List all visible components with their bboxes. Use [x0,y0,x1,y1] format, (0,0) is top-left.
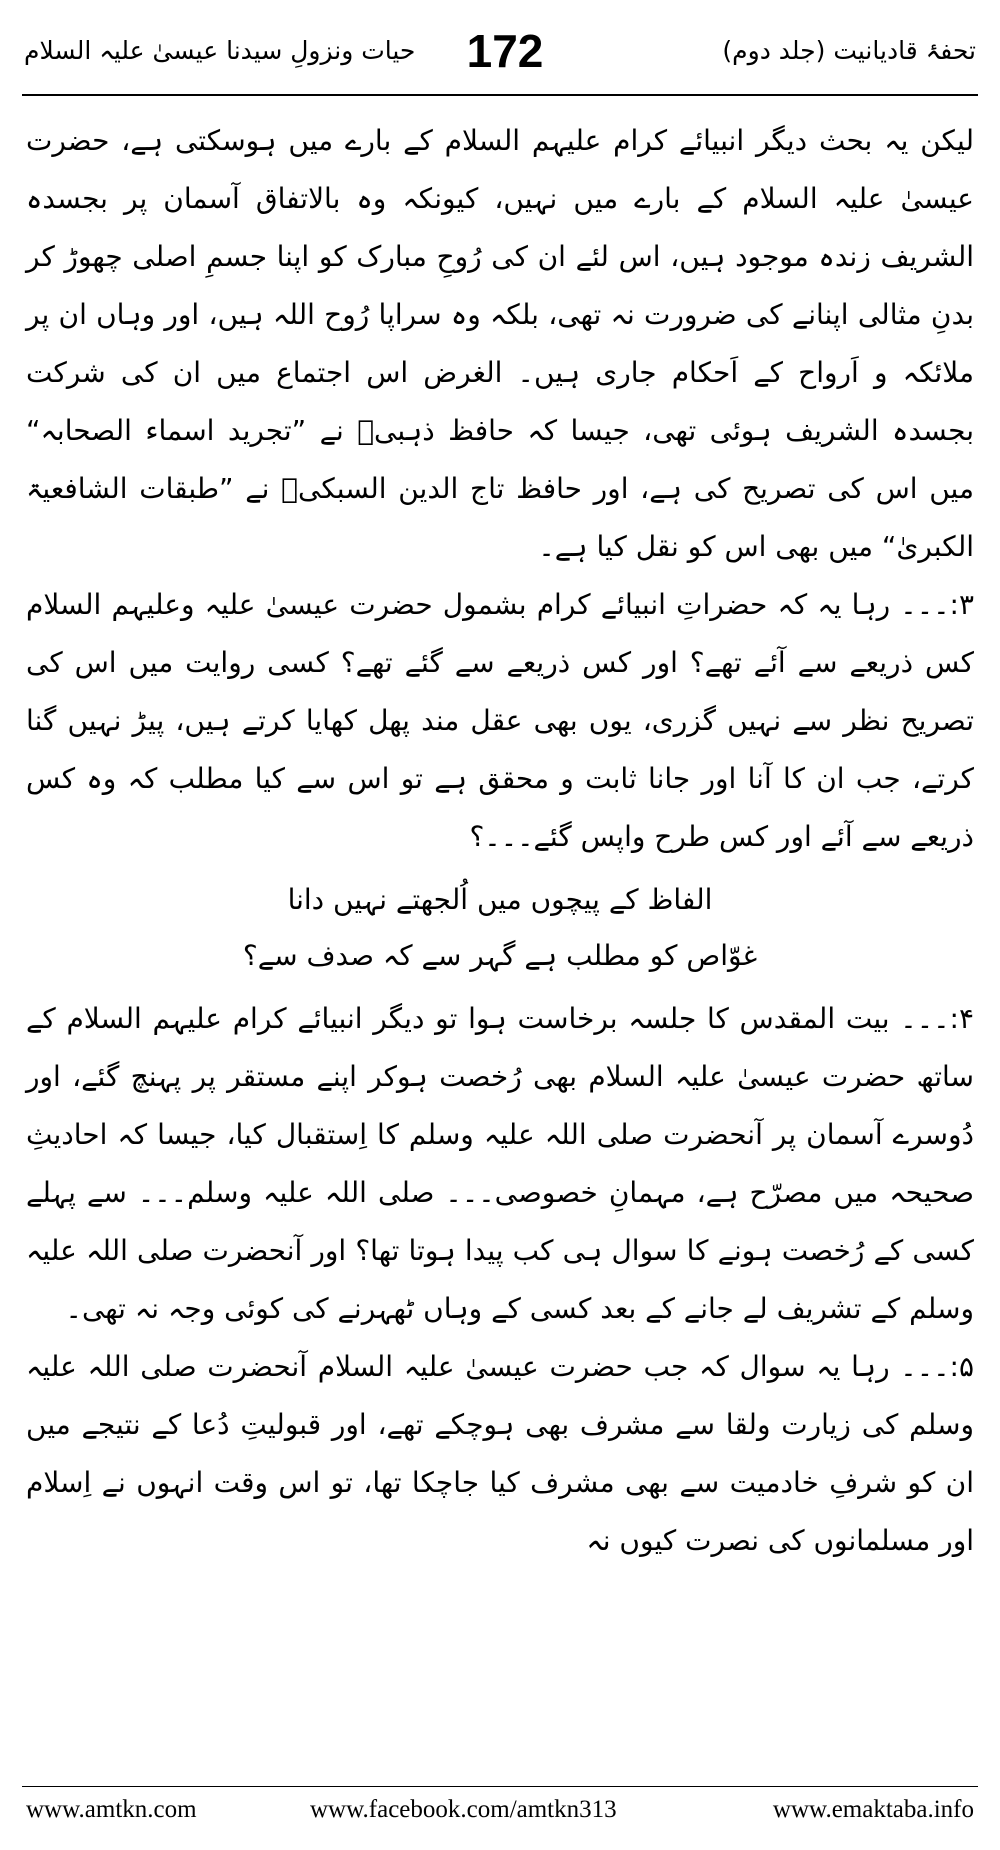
page-footer [20,1796,980,1836]
paragraph-3: ۴:۔۔۔ بیت المقدس کا جلسہ برخاست ہوا تو دیگر انبیائے کرام علیہم السلام کے ساتھ حضرت عیسیٰ علیہ السلام بھی رُخصت ہوکر اپنے مستقر پر پہنچ گئے، اور دُوسرے آسمان پر آنحضرت صلی اللہ علیہ وسلم کا اِستقبال کیا، جیسا کہ احادیثِ صحیحہ میں مصرّح ہے، مہمانِ خصوصی۔۔۔ صلی اللہ علیہ وسلم۔۔۔ سے پہلے کسی کے رُخصت ہونے کا سوال ہی کب پیدا ہوتا تھا؟ اور آنحضرت صلی اللہ علیہ وسلم کے تشریف لے جانے کے بعد کسی کے وہاں ٹھہرنے کی کوئی وجہ نہ تھی۔ [26,1002,974,1325]
page-body [26,112,974,1570]
couplet-line-2: غوّاص کو مطلب ہے گہر سے کہ صدف سے؟ [242,939,758,972]
poetry-couplet [26,872,974,984]
page-header [0,0,1000,100]
couplet-line-1: الفاظ کے پیچوں میں اُلجھتے نہیں دانا [287,883,713,916]
paragraph-1: لیکن یہ بحث دیگر انبیائے کرام علیہم السلام کے بارے میں ہوسکتی ہے، حضرت عیسیٰ علیہ السلام کے بارے میں نہیں، کیونکہ وہ بالاتفاق آسمان پر بجسدہ الشریف زندہ موجود ہیں، اس لئے ان کی رُوحِ مبارک کو اپنا جسمِ اصلی چھوڑ کر بدنِ مثالی اپنانے کی ضرورت نہ تھی، بلکہ وہ سراپا رُوح اللہ ہیں، اور وہاں ان پر ملائکہ و اَرواح کے اَحکام جاری ہیں۔ الغرض اس اجتماع میں ان کی شرکت بجسدہ الشریف ہوئی تھی، جیسا کہ حافظ ذہبیؒ نے ”تجرید اسماء الصحابہ“ میں اس کی تصریح کی ہے، اور حافظ تاج الدین السبکیؒ نے ”طبقات الشافعیۃ الکبریٰ“ میں بھی اس کو نقل کیا ہے۔ [26,124,975,563]
footer-link-facebook[interactable]: www.facebook.com/amtkn313 [310,1796,617,1823]
paragraph-4: ۵:۔۔۔ رہا یہ سوال کہ جب حضرت عیسیٰ علیہ السلام آنحضرت صلی اللہ علیہ وسلم کی زیارت ولقا سے مشرف بھی ہوچکے تھے، اور قبولیتِ دُعا کے نتیجے میں ان کو شرفِ خادمیت سے بھی مشرف کیا جاچکا تھا، تو اس وقت انہوں نے اِسلام اور مسلمانوں کی نصرت کیوں نہ [26,1350,974,1557]
footer-divider [22,1786,978,1787]
page-number: 172 [466,25,544,77]
chapter-title: حیات ونزولِ سیدنا عیسیٰ علیہ السلام [24,36,416,65]
paragraph-2: ۳:۔۔۔ رہا یہ کہ حضراتِ انبیائے کرام بشمول حضرت عیسیٰ علیہ وعلیہم السلام کس ذریعے سے آئے تھے؟ اور کس ذریعے سے گئے تھے؟ کسی روایت میں اس کی تصریح نظر سے نہیں گزری، یوں بھی عقل مند پھل کھایا کرتے ہیں، پیڑ نہیں گنا کرتے، جب ان کا آنا اور جانا ثابت و محقق ہے تو اس سے کیا مطلب کہ وہ کس ذریعے سے آئے اور کس طرح واپس گئے۔۔۔؟ [26,588,974,853]
book-title: تحفۂ قادیانیت (جلد دوم) [722,36,976,65]
footer-link-amtkn[interactable]: www.amtkn.com [26,1796,197,1823]
header-divider [22,94,978,96]
footer-link-emaktaba[interactable]: www.emaktaba.info [772,1796,974,1823]
